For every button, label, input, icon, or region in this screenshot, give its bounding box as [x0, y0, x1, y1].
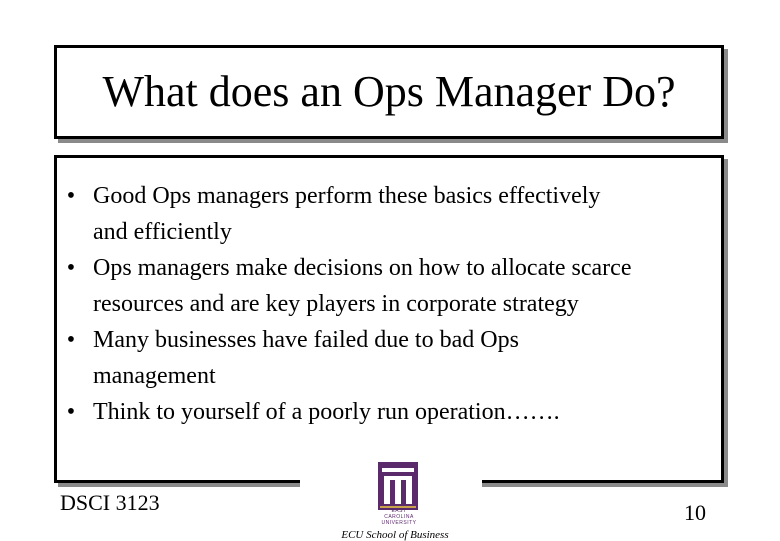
- logo-line: UNIVERSITY: [381, 520, 417, 526]
- bullet-item: [57, 178, 721, 250]
- logo-line: EAST: [391, 508, 407, 514]
- content-box: [54, 155, 724, 483]
- bullet-line: and efficiently: [93, 219, 232, 245]
- bullet-list: [57, 178, 721, 430]
- ecu-logo-icon: [378, 462, 418, 510]
- ecu-logo: [330, 460, 460, 540]
- bullet-line: Think to yourself of a poorly run operation…….: [93, 399, 560, 425]
- bullet-line: management: [93, 363, 216, 389]
- page-number: 10: [684, 500, 706, 525]
- bullet-line: Many businesses have failed due to bad Ops: [93, 327, 519, 353]
- logo-caption: ECU School of Business: [341, 529, 449, 541]
- bullet-item: [57, 394, 721, 430]
- bullet-line: Good Ops managers perform these basics effectively: [93, 183, 601, 209]
- bullet-line: resources and are key players in corporate strategy: [93, 291, 579, 317]
- logo-line: CAROLINA: [384, 514, 414, 520]
- title-box: [54, 45, 724, 139]
- bullet-dot: •: [66, 255, 76, 281]
- bullet-dot: •: [66, 399, 76, 425]
- bullet-item: [57, 322, 721, 394]
- bullet-dot: •: [66, 327, 76, 353]
- logo-wordmark: [378, 508, 420, 526]
- bullet-dot: •: [66, 183, 76, 209]
- slide-title: What does an Ops Manager Do?: [102, 67, 676, 116]
- bullet-item: [57, 250, 721, 322]
- bullet-line: Ops managers make decisions on how to allocate scarce: [93, 255, 632, 281]
- course-code: DSCI 3123: [60, 490, 160, 515]
